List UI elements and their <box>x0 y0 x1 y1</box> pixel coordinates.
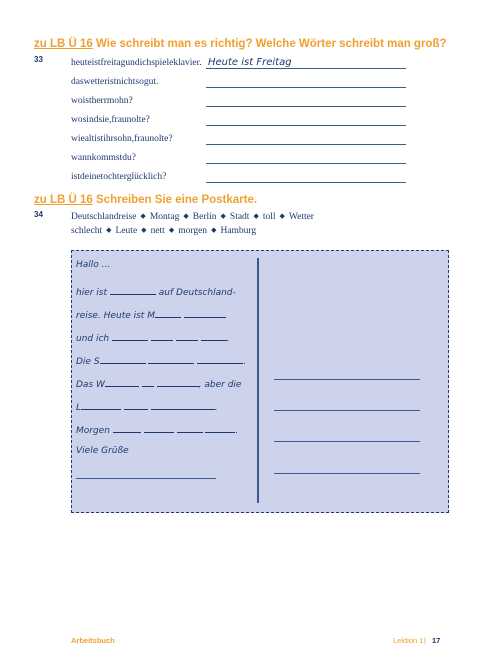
word: Montag <box>149 212 180 222</box>
footer-workbook-label: Arbeitsbuch <box>71 636 115 645</box>
fill-blank[interactable] <box>201 331 227 341</box>
address-line[interactable] <box>274 379 420 380</box>
diamond-icon: ◆ <box>106 226 112 234</box>
postcard-text: , aber die <box>198 380 242 390</box>
answer-line[interactable] <box>206 163 406 164</box>
word-bank-line-1 <box>71 210 361 224</box>
fill-blank[interactable] <box>110 285 156 295</box>
page-number: 17 <box>432 636 441 645</box>
fill-blank[interactable] <box>184 308 226 318</box>
answer-line[interactable] <box>206 182 406 183</box>
postcard-text: und ich <box>76 334 110 344</box>
list-item: istdeinetochterglücklich? <box>71 172 167 182</box>
word: nett <box>150 226 165 236</box>
postcard-text: . <box>235 426 239 436</box>
list-item: wiealtistihrsohn,fraunolte? <box>71 134 173 144</box>
fill-blank[interactable] <box>151 331 173 341</box>
word: Wetter <box>288 212 314 222</box>
diamond-icon: ◆ <box>279 212 285 220</box>
fill-blank[interactable] <box>155 308 181 318</box>
word-bank <box>71 210 361 238</box>
list-item: heuteistfreitagundichspieleklavier. <box>71 58 202 68</box>
postcard-text: . <box>243 357 247 367</box>
postcard-greeting: Hallo … <box>76 260 111 270</box>
answer-line[interactable] <box>206 144 406 145</box>
postcard-text: . <box>226 334 230 344</box>
answer-line[interactable] <box>206 125 406 126</box>
word: schlecht <box>71 226 103 236</box>
postcard-text: Die S <box>76 357 100 367</box>
exercise-34-number: 34 <box>34 210 43 219</box>
postcard-text: reise. Heute ist M <box>76 311 155 321</box>
fill-blank[interactable] <box>177 423 203 433</box>
exercise-33-reference: zu LB Ü 16 <box>34 38 93 50</box>
example-answer: Heute ist Freitag <box>208 57 292 68</box>
exercise-34-heading <box>34 194 257 206</box>
fill-blank[interactable] <box>144 423 174 433</box>
word: Berlin <box>192 212 217 222</box>
exercise-33-number: 33 <box>34 55 43 64</box>
postcard-text: . <box>214 403 218 413</box>
address-line[interactable] <box>274 441 420 442</box>
exercise-34-title: Schreiben Sie eine Postkarte. <box>96 194 258 206</box>
fill-blank[interactable] <box>176 331 198 341</box>
word: morgen <box>178 226 208 236</box>
postcard-text: hier ist <box>76 288 108 298</box>
postcard-divider <box>257 258 259 503</box>
answer-line[interactable] <box>206 106 406 107</box>
fill-blank[interactable] <box>81 400 121 410</box>
answer-line[interactable] <box>206 87 406 88</box>
fill-blank[interactable] <box>157 377 199 387</box>
diamond-icon: ◆ <box>168 226 175 234</box>
postcard-text: L <box>76 403 82 413</box>
postcard-line-7 <box>76 423 238 436</box>
word: Deutschlandreise <box>71 212 137 222</box>
word: Stadt <box>229 212 250 222</box>
fill-blank[interactable] <box>113 423 141 433</box>
list-item: woistherrmohn? <box>71 96 133 106</box>
list-item: daswetteristnichtsogut. <box>71 77 159 87</box>
postcard-line-4 <box>76 354 246 367</box>
address-line[interactable] <box>274 473 420 474</box>
fill-blank[interactable] <box>100 354 146 364</box>
fill-blank[interactable] <box>197 354 243 364</box>
answer-line[interactable] <box>206 68 406 69</box>
fill-blank[interactable] <box>124 400 148 410</box>
exercise-34-reference: zu LB Ü 16 <box>34 194 93 206</box>
fill-blank[interactable] <box>148 354 194 364</box>
postcard-text: auf Deutschland- <box>158 288 236 298</box>
postcard-line-5 <box>76 377 241 390</box>
word: Leute <box>115 226 138 236</box>
address-line[interactable] <box>274 410 420 411</box>
postcard-line-1 <box>76 285 236 298</box>
postcard-text: Morgen <box>76 426 110 436</box>
footer-separator: | <box>424 636 426 645</box>
fill-blank[interactable] <box>112 331 148 341</box>
postcard-line-6 <box>76 400 218 413</box>
diamond-icon: ◆ <box>253 212 259 220</box>
list-item: wosindsie,fraunolte? <box>71 115 150 125</box>
postcard-line-2 <box>76 308 226 321</box>
fill-blank[interactable] <box>151 400 215 410</box>
exercise-33-heading <box>34 38 447 50</box>
footer-lesson-label: Lektion 1 <box>393 636 424 645</box>
fill-blank[interactable] <box>142 377 154 387</box>
diamond-icon: ◆ <box>141 226 147 234</box>
word: Hamburg <box>220 226 257 236</box>
diamond-icon: ◆ <box>211 226 217 234</box>
exercise-33-title: Wie schreibt man es richtig? Welche Wörter schreibt man groß? <box>96 38 447 50</box>
word-bank-line-2 <box>71 224 361 238</box>
signature-line[interactable] <box>76 478 216 479</box>
postcard-closing: Viele Grüße <box>76 446 129 456</box>
word: toll <box>262 212 276 222</box>
list-item: wannkommstdu? <box>71 153 136 163</box>
fill-blank[interactable] <box>205 423 235 433</box>
diamond-icon: ◆ <box>140 212 146 220</box>
diamond-icon: ◆ <box>183 212 189 220</box>
fill-blank[interactable] <box>105 377 139 387</box>
postcard-text: Das W <box>76 380 105 390</box>
diamond-icon: ◆ <box>220 212 226 220</box>
postcard-line-3 <box>76 331 230 344</box>
